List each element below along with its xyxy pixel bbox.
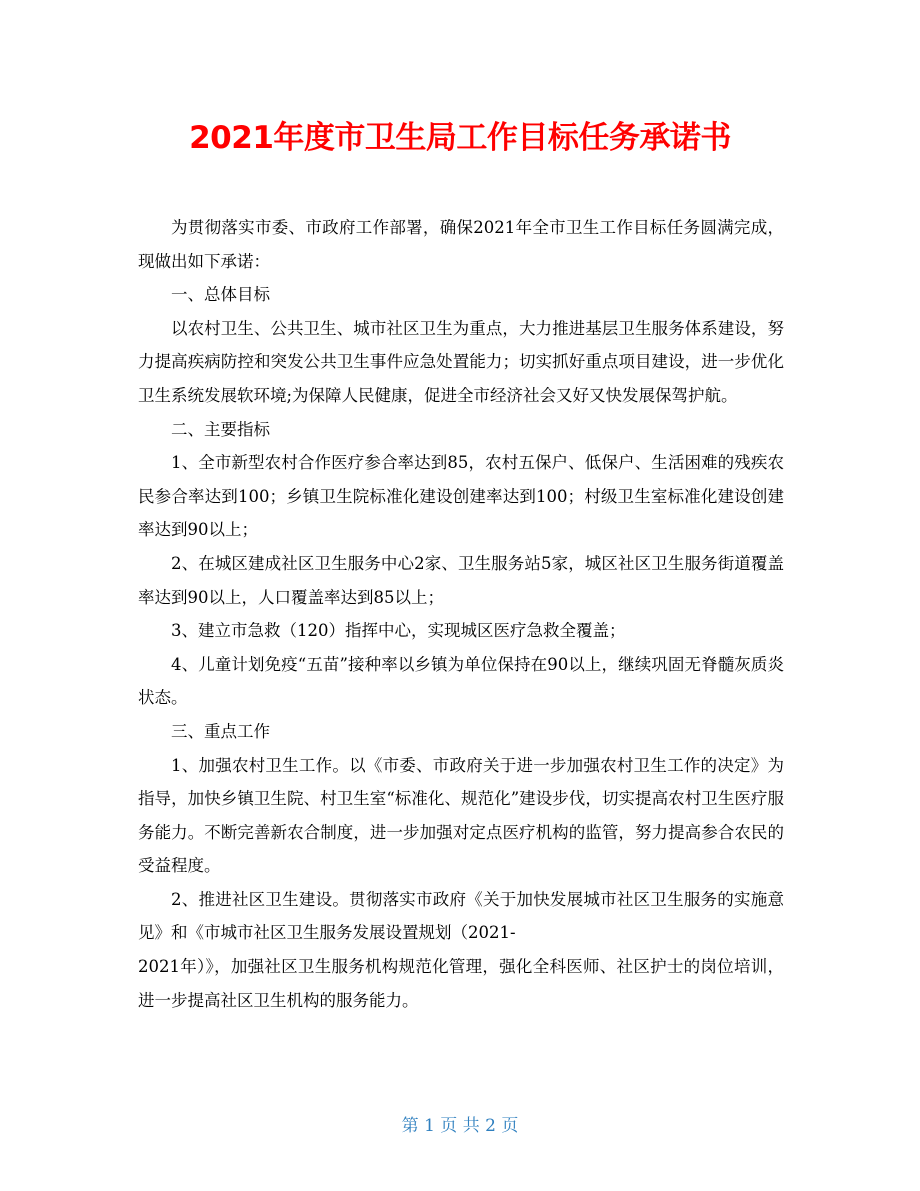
document-title: 2021年度市卫生局工作目标任务承诺书 <box>189 120 731 156</box>
indicator-item-2: 2、在城区建成社区卫生服务中心2家、卫生服务站5家，城区社区卫生服务街道覆盖率达到90以上，人口覆盖率达到85以上； <box>138 553 784 607</box>
indicator-item-1: 1、全市新型农村合作医疗参合率达到85，农村五保户、低保户、生活困难的残疾农民参合率达到100；乡镇卫生院标准化建设创建率达到100；村级卫生室标准化建设创建率达到90以上； <box>138 453 784 540</box>
document-body <box>138 211 784 1017</box>
key-work-item-2-part-b: 2021年）》，加强社区卫生服务机构规范化管理，强化全科医师、社区护士的岗位培训，进一步提高社区卫生机构的服务能力。 <box>138 957 784 1010</box>
indicator-item-3: 3、建立市急救（120）指挥中心，实现城区医疗急救全覆盖； <box>171 621 626 641</box>
indicator-item-4: 4、儿童计划免疫“五苗”接种率以乡镇为单位保持在90以上，继续巩固无脊髓灰质炎状态。 <box>138 654 784 708</box>
section-heading-key-work: 三、重点工作 <box>171 721 270 741</box>
section-heading-overall-goals: 一、总体目标 <box>171 285 270 305</box>
key-work-item-1: 1、加强农村卫生工作。以《市委、市政府关于进一步加强农村卫生工作的决定》为指导，加快乡镇卫生院、村卫生室“标准化、规范化”建设步伐，切实提高农村卫生医疗服务能力。不断完善新农合制度，进一步加强对定点医疗机构的监管，努力提高参合农民的受益程度。 <box>138 755 784 876</box>
section-heading-main-indicators: 二、主要指标 <box>171 419 270 439</box>
overall-goals-paragraph: 以农村卫生、公共卫生、城市社区卫生为重点，大力推进基层卫生服务体系建设，努力提高疾病防控和突发公共卫生事件应急处置能力；切实抓好重点项目建设，进一步优化卫生系统发展软环境;为保障人民健康，促进全市经济社会又好又快发展保驾护航。 <box>138 318 784 405</box>
intro-paragraph: 为贯彻落实市委、市政府工作部署，确保2021年全市卫生工作目标任务圆满完成，现做出如下承诺： <box>138 218 784 271</box>
page-footer: 第 1 页 共 2 页 <box>401 1116 519 1136</box>
key-work-item-2-part-a: 2、推进社区卫生建设。贯彻落实市政府《关于加快发展城市社区卫生服务的实施意见》和《市城市社区卫生服务发展设置规划（2021- <box>138 889 784 943</box>
